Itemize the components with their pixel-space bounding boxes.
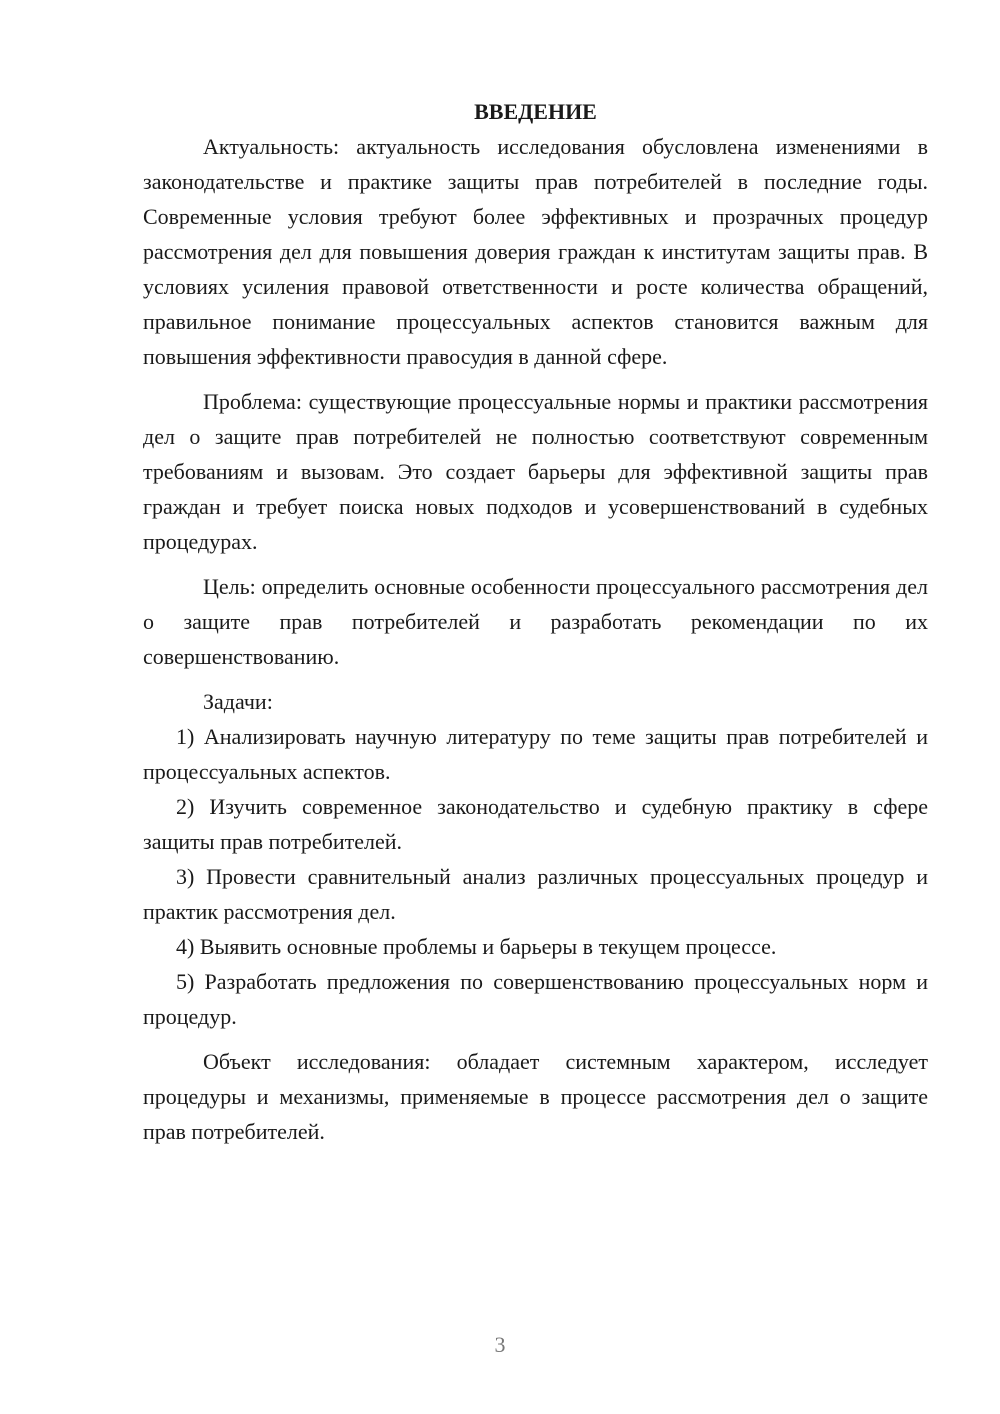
tasks-label: Задачи: <box>203 689 273 714</box>
page-content <box>143 94 928 1149</box>
task-item: 3) Провести сравнительный анализ различных процессуальных процедур и практик рассмотрения дел. <box>143 864 928 924</box>
paragraph-goal: Цель: определить основные особенности процессуального рассмотрения дел о защите прав потребителей и разработать рекомендации по их совершенствованию. <box>143 574 928 669</box>
task-list <box>143 719 928 1034</box>
paragraph-object: Объект исследования: обладает системным характером, исследует процедуры и механизмы, применяемые в процессе рассмотрения дел о защите прав потребителей. <box>143 1049 928 1144</box>
paragraph-problem: Проблема: существующие процессуальные нормы и практики рассмотрения дел о защите прав потребителей не полностью соответствуют современным требованиям и вызовам. Это создает барьеры для эффективной защиты прав граждан и требует поиска новых подходов и усовершенствований в судебных процедурах. <box>143 389 928 554</box>
paragraph-relevance: Актуальность: актуальность исследования обусловлена изменениями в законодательстве и практике защиты прав потребителей в последние годы. Современные условия требуют более эффективных и прозрачных процедур рассмотрения дел для повышения доверия граждан к институтам защиты прав. В условиях усиления правовой ответственности и росте количества обращений, правильное понимание процессуальных аспектов становится важным для повышения эффективности правосудия в данной сфере. <box>143 134 928 369</box>
task-item: 2) Изучить современное законодательство и судебную практику в сфере защиты прав потребителей. <box>143 794 928 854</box>
task-item: 1) Анализировать научную литературу по теме защиты прав потребителей и процессуальных аспектов. <box>143 724 928 784</box>
page-number: 3 <box>494 1332 506 1357</box>
section-heading: ВВЕДЕНИЕ <box>474 99 597 124</box>
task-item: 5) Разработать предложения по совершенствованию процессуальных норм и процедур. <box>143 969 928 1029</box>
task-item: 4) Выявить основные проблемы и барьеры в текущем процессе. <box>176 934 777 959</box>
